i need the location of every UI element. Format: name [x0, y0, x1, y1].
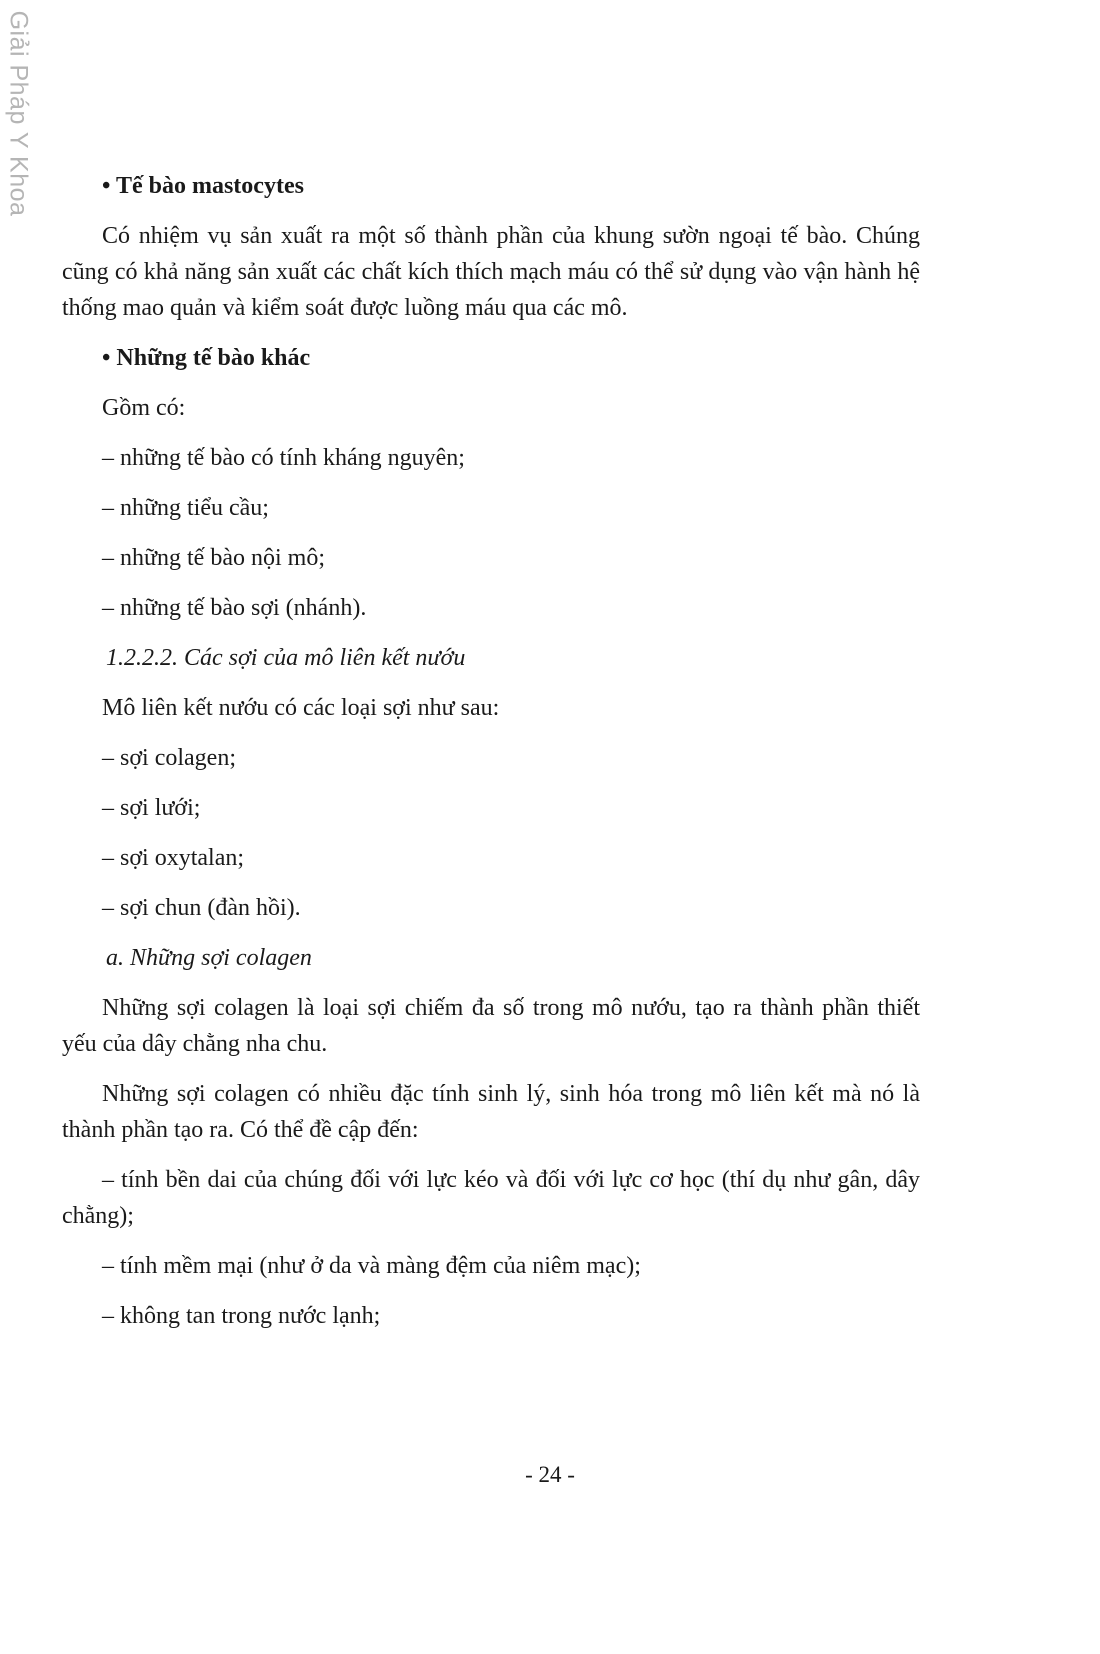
watermark-text: Giải Pháp Y Khoa — [4, 10, 33, 216]
paragraph-mastocytes: Có nhiệm vụ sản xuất ra một số thành phần của khung sườn ngoại tế bào. Chúng cũng có khả năng sản xuất các chất kích thích mạch máu có thể sử dụng vào vận hành hệ thống mao quản và kiểm soát được luồng máu qua các mô. — [62, 223, 920, 321]
text-line: Mô liên kết nướu có các loại sợi như sau: — [102, 695, 500, 721]
page-number: - 24 - — [525, 1462, 575, 1487]
list-item: – sợi colagen; — [102, 745, 236, 771]
list-item: – sợi oxytalan; — [102, 845, 245, 871]
heading-other-cells: • Những tế bào khác — [102, 345, 311, 371]
list-item: – sợi lưới; — [102, 795, 201, 821]
list-item: – sợi chun (đàn hồi). — [102, 895, 301, 921]
list-item: – không tan trong nước lạnh; — [102, 1303, 381, 1329]
paragraph: Những sợi colagen là loại sợi chiếm đa số trong mô nướu, tạo ra thành phần thiết yếu của dây chằng nha chu. — [62, 995, 920, 1057]
paragraph: Những sợi colagen có nhiều đặc tính sinh lý, sinh hóa trong mô liên kết mà nó là thành phần tạo ra. Có thể đề cập đến: — [62, 1081, 920, 1143]
heading-mastocytes: • Tế bào mastocytes — [102, 173, 304, 199]
list-item: – những tiểu cầu; — [102, 495, 269, 521]
list-item: – tính bền dai của chúng đối với lực kéo và đối với lực cơ học (thí dụ như gân, dây chằng); — [62, 1167, 920, 1229]
section-title-fibers: 1.2.2.2. Các sợi của mô liên kết nướu — [106, 645, 466, 671]
text-line: Gồm có: — [102, 395, 186, 421]
watermark — [2, 8, 34, 218]
page-body — [62, 168, 920, 1348]
subsection-title-collagen: a. Những sợi colagen — [106, 945, 312, 971]
list-item: – tính mềm mại (như ở da và màng đệm của niêm mạc); — [102, 1253, 641, 1279]
list-item: – những tế bào nội mô; — [102, 545, 325, 571]
list-item: – những tế bào sợi (nhánh). — [102, 595, 367, 621]
list-item: – những tế bào có tính kháng nguyên; — [102, 445, 465, 471]
